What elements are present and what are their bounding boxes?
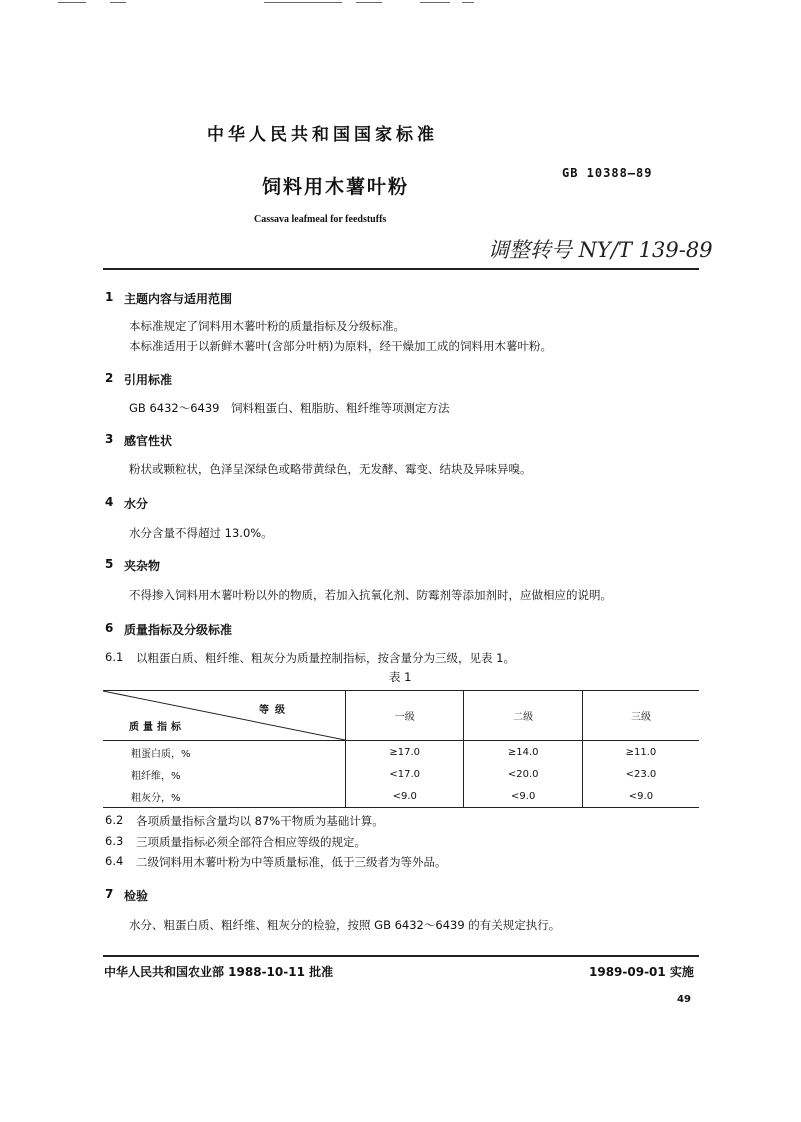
footer-rule (103, 955, 699, 957)
clause-6-2-number: 6.2 (105, 813, 124, 827)
section-6-number: 6 (105, 621, 114, 635)
table-corner-cell (103, 691, 346, 741)
scan-mark (58, 2, 86, 3)
section-3-para-1: 粉状或颗粒状，色泽呈深绿色或略带黄绿色，无发酵、霉变、结块及异味异嗅。 (129, 462, 532, 476)
table-cell: <9.0 (464, 785, 582, 808)
table-cell: <17.0 (346, 763, 464, 785)
scan-mark (264, 2, 342, 3)
scan-mark (356, 2, 382, 3)
section-7-number: 7 (105, 887, 114, 901)
section-2-number: 2 (105, 371, 114, 385)
section-1-title: 主题内容与适用范围 (124, 292, 233, 306)
table-cell: ≥17.0 (346, 741, 464, 764)
effective-date: 1989-09-01 实施 (589, 965, 694, 979)
table-row (103, 785, 699, 808)
row-label: 粗纤维，% (131, 770, 181, 782)
clause-6-4-text: 二级饲料用木薯叶粉为中等质量标准，低于三级者为等外品。 (136, 855, 447, 869)
page-number: 49 (677, 994, 691, 1005)
section-5-number: 5 (105, 557, 114, 571)
header-rule (103, 268, 699, 270)
document-title: 饲料用木薯叶粉 (262, 176, 410, 198)
clause-6-4-number: 6.4 (105, 854, 124, 868)
table-row (103, 763, 699, 785)
section-1-para-1: 本标准规定了饲料用木薯叶粉的质量指标及分级标准。 (129, 319, 405, 333)
section-4-title: 水分 (124, 497, 149, 511)
row-label: 粗蛋白质，% (131, 748, 191, 760)
section-3-number: 3 (105, 432, 114, 446)
corner-label-grade: 等级 (259, 705, 291, 716)
section-1-para-2: 本标准适用于以新鲜木薯叶(含部分叶柄)为原料，经干燥加工成的饲料用木薯叶粉。 (129, 339, 552, 353)
table-cell: ≥14.0 (464, 741, 582, 764)
scan-mark (420, 2, 450, 3)
handwritten-note: 调整转号 NY/T 139-89 (488, 238, 713, 262)
section-1-number: 1 (105, 290, 114, 304)
table-header-row (103, 691, 699, 741)
section-3-title: 感官性状 (124, 434, 173, 448)
section-4-para-1: 水分含量不得超过 13.0%。 (129, 526, 273, 540)
section-2-para-1: GB 6432～6439 饲料粗蛋白、粗脂肪、粗纤维等项测定方法 (129, 401, 450, 415)
grade-header-1: 一级 (346, 691, 464, 741)
table-row (103, 741, 699, 764)
english-title: Cassava leafmeal for feedstuffs (254, 214, 387, 225)
table-cell: ≥11.0 (582, 741, 699, 764)
corner-label-index: 质量指标 (129, 722, 185, 733)
standard-number: GB 10388—89 (562, 166, 653, 180)
table-cell: <20.0 (464, 763, 582, 785)
clause-6-1-number: 6.1 (105, 650, 124, 664)
approval-line: 中华人民共和国农业部 1988-10-11 批准 (104, 965, 334, 979)
clause-6-3-text: 三项质量指标必须全部符合相应等级的规定。 (136, 835, 366, 849)
issuing-org: 中华人民共和国国家标准 (207, 125, 438, 145)
grade-header-3: 三级 (582, 691, 699, 741)
grade-header-2: 二级 (464, 691, 582, 741)
table-cell: <23.0 (582, 763, 699, 785)
table-caption: 表 1 (389, 670, 412, 684)
section-7-title: 检验 (124, 889, 149, 903)
section-4-number: 4 (105, 495, 114, 509)
section-6-title: 质量指标及分级标准 (124, 623, 233, 637)
table-cell: <9.0 (346, 785, 464, 808)
section-5-title: 夹杂物 (124, 559, 161, 573)
clause-6-3-number: 6.3 (105, 834, 124, 848)
table-cell: <9.0 (582, 785, 699, 808)
row-label: 粗灰分，% (103, 785, 346, 808)
clause-6-1-text: 以粗蛋白质、粗纤维、粗灰分为质量控制指标，按含量分为三级，见表 1。 (136, 651, 515, 665)
scan-mark (462, 2, 474, 3)
clause-6-2-text: 各项质量指标含量均以 87%干物质为基础计算。 (136, 814, 384, 828)
section-2-title: 引用标准 (124, 373, 173, 387)
section-5-para-1: 不得掺入饲料用木薯叶粉以外的物质，若加入抗氧化剂、防霉剂等添加剂时，应做相应的说明。 (129, 588, 612, 602)
scan-mark (110, 2, 126, 3)
section-7-para-1: 水分、粗蛋白质、粗纤维、粗灰分的检验，按照 GB 6432～6439 的有关规定执行。 (129, 918, 561, 932)
quality-grade-table (103, 690, 699, 808)
